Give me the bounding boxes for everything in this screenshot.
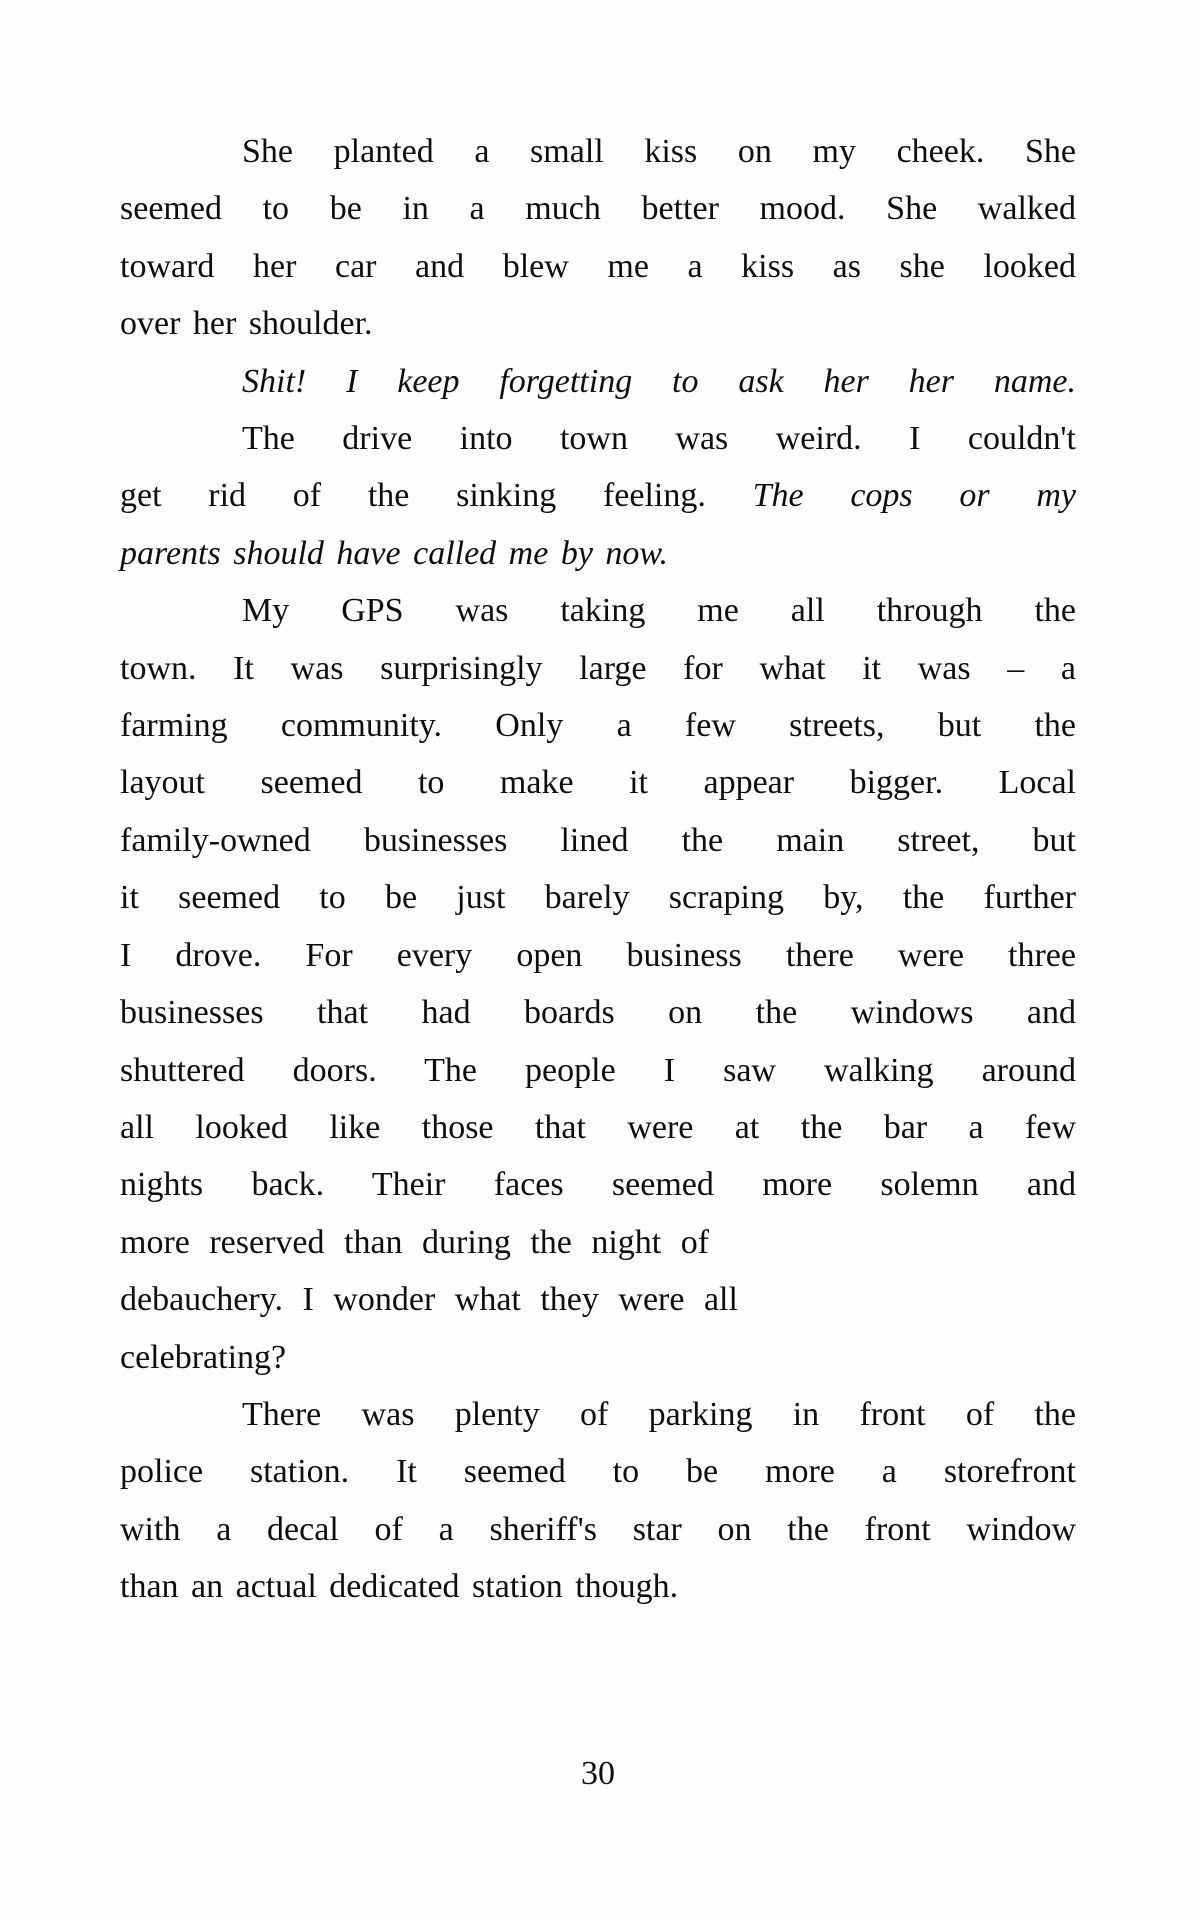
- text-segment: more reserved than during the night of: [120, 1223, 710, 1261]
- text-line: [120, 1329, 1076, 1386]
- text-line: [120, 984, 1076, 1041]
- text-line: [120, 927, 1076, 984]
- text-segment: toward her car and blew me a kiss as she looked: [120, 247, 1076, 285]
- text-line: [120, 640, 1076, 697]
- text-segment: shuttered doors. The people I saw walking around: [120, 1051, 1076, 1089]
- text-segment: over her shoulder.: [120, 305, 373, 343]
- text-line: [120, 1099, 1076, 1156]
- text-line: [120, 1558, 1076, 1615]
- text-line: [120, 410, 1076, 467]
- paragraph: [120, 582, 1076, 1386]
- paragraph: [120, 1386, 1076, 1616]
- text-line: [120, 525, 1076, 582]
- text-segment: businesses that had boards on the windows and: [120, 994, 1076, 1032]
- text-line: [120, 812, 1076, 869]
- text-line: [120, 869, 1076, 926]
- text-line: [120, 697, 1076, 754]
- text-segment: get rid of the sinking feeling.: [120, 477, 753, 515]
- text-line: [120, 1386, 1076, 1443]
- paragraph: [120, 353, 1076, 410]
- text-segment: seemed to be in a much better mood. She walked: [120, 190, 1076, 228]
- italic-text-segment: The cops or my: [752, 477, 1076, 515]
- text-segment: it seemed to be just barely scraping by, the further: [120, 879, 1076, 917]
- text-segment: than an actual dedicated station though.: [120, 1568, 679, 1606]
- page-text: [120, 123, 1076, 1616]
- text-line: [120, 1214, 1076, 1271]
- text-segment: My GPS was taking me all through the: [242, 592, 1076, 630]
- text-line: [120, 123, 1076, 180]
- text-line: [120, 1443, 1076, 1500]
- text-segment: I drove. For every open business there were three: [120, 936, 1076, 974]
- italic-text-segment: parents should have called me by now.: [120, 534, 669, 572]
- paragraph: [120, 410, 1076, 582]
- text-line: [120, 180, 1076, 237]
- text-segment: nights back. Their faces seemed more solemn and: [120, 1166, 1076, 1204]
- text-segment: all looked like those that were at the bar a few: [120, 1108, 1076, 1146]
- text-line: [120, 582, 1076, 639]
- text-segment: She planted a small kiss on my cheek. She: [242, 133, 1076, 170]
- paragraph: [120, 123, 1076, 353]
- text-line: [120, 295, 1076, 352]
- text-line: [120, 238, 1076, 295]
- page-number: 30: [581, 1755, 615, 1792]
- text-segment: debauchery. I wonder what they were all: [120, 1281, 738, 1319]
- text-line: [120, 1156, 1076, 1213]
- text-segment: town. It was surprisingly large for what it was – a: [120, 649, 1076, 687]
- text-segment: celebrating?: [120, 1338, 287, 1376]
- text-segment: family-owned businesses lined the main street, but: [120, 821, 1076, 859]
- text-segment: layout seemed to make it appear bigger. Local: [120, 764, 1076, 802]
- text-segment: farming community. Only a few streets, but the: [120, 707, 1076, 745]
- text-line: [120, 1271, 1076, 1328]
- italic-text-segment: Shit! I keep forgetting to ask her her name.: [242, 362, 1076, 400]
- text-line: [120, 467, 1076, 524]
- text-segment: There was plenty of parking in front of the: [242, 1395, 1076, 1433]
- text-segment: police station. It seemed to be more a storefront: [120, 1453, 1076, 1491]
- text-segment: with a decal of a sheriff's star on the front window: [120, 1510, 1076, 1548]
- text-line: [120, 1501, 1076, 1558]
- text-line: [120, 1042, 1076, 1099]
- text-line: [120, 353, 1076, 410]
- text-segment: The drive into town was weird. I couldn't: [242, 420, 1076, 458]
- text-line: [120, 754, 1076, 811]
